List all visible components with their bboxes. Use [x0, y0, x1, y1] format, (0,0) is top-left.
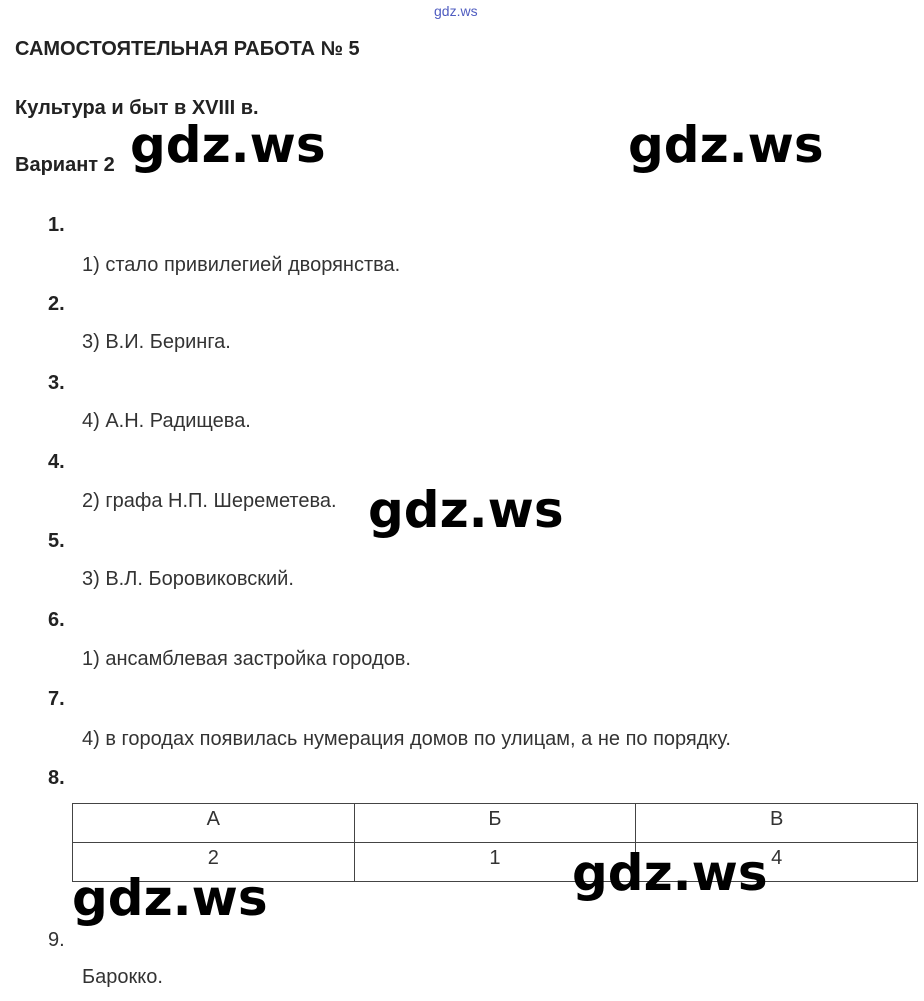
question-number: 8.	[48, 767, 65, 789]
watermark: gdz.ws	[130, 116, 326, 174]
variant-label: Вариант 2	[15, 154, 115, 176]
table-header-cell: А	[73, 804, 355, 843]
question-number: 7.	[48, 688, 65, 710]
table-cell: 4	[636, 843, 918, 882]
page-title: САМОСТОЯТЕЛЬНАЯ РАБОТА № 5	[15, 38, 360, 60]
question-number: 5.	[48, 530, 65, 552]
question-answer: 1) ансамблевая застройка городов.	[82, 648, 411, 670]
question-answer: 3) В.Л. Боровиковский.	[82, 568, 294, 590]
question-answer: 3) В.И. Беринга.	[82, 331, 231, 353]
table-cell: 2	[73, 843, 355, 882]
question-number: 4.	[48, 451, 65, 473]
question-number: 3.	[48, 372, 65, 394]
question-number: 2.	[48, 293, 65, 315]
watermark: gdz.ws	[572, 844, 768, 902]
table-header-cell: Б	[354, 804, 636, 843]
watermark: gdz.ws	[72, 869, 268, 927]
table-cell: 1	[354, 843, 636, 882]
table-header-row	[73, 804, 918, 843]
question-answer: 4) А.Н. Радищева.	[82, 410, 251, 432]
question-answer: 1) стало привилегией дворянства.	[82, 254, 401, 276]
question-answer: 4) в городах появилась нумерация домов по улицам, а не по порядку.	[82, 728, 731, 750]
question-number: 1.	[48, 214, 65, 236]
question-answer: 2) графа Н.П. Шереметева.	[82, 490, 337, 512]
watermark: gdz.ws	[368, 481, 564, 539]
page-subtitle: Культура и быт в XVIII в.	[15, 97, 259, 119]
question-answer: Барокко.	[82, 966, 163, 988]
question-number: 6.	[48, 609, 65, 631]
site-watermark-small: gdz.ws	[434, 3, 478, 19]
watermark: gdz.ws	[628, 116, 824, 174]
table-header-cell: В	[636, 804, 918, 843]
question-number: 9.	[48, 929, 65, 951]
